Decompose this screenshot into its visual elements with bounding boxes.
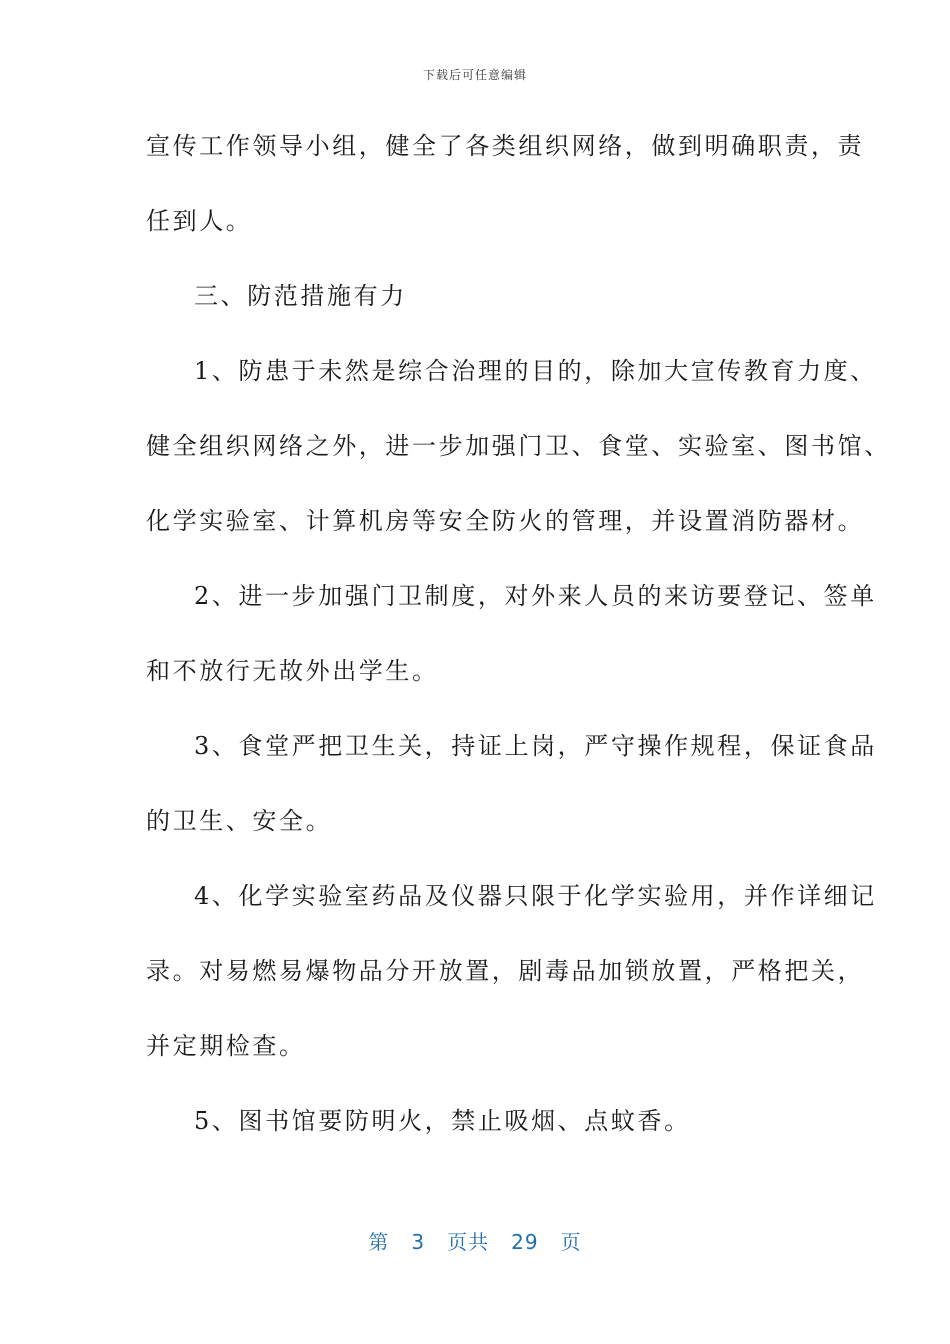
text-line: 并定期检查。 [146, 1032, 306, 1060]
text-line: 录。对易燃易爆物品分开放置，剧毒品加锁放置，严格把关， [146, 957, 865, 985]
footer-suffix: 页 [560, 1230, 582, 1254]
text-line: 任到人。 [146, 207, 253, 235]
page-number-footer [0, 1226, 950, 1255]
document-body [146, 124, 891, 1174]
section-heading: 三、防范措施有力 [194, 282, 407, 310]
footer-prefix: 第 [368, 1230, 390, 1254]
footer-current-page: 3 [411, 1230, 426, 1254]
footer-total-pages: 29 [511, 1230, 539, 1254]
text-line: 4、化学实验室药品及仪器只限于化学实验用，并作详细记 [194, 882, 877, 910]
text-line: 2、进一步加强门卫制度，对外来人员的来访要登记、签单 [194, 582, 877, 610]
text-line: 5、图书馆要防明火，禁止吸烟、点蚊香。 [194, 1107, 691, 1135]
text-line: 的卫生、安全。 [146, 807, 333, 835]
text-line: 健全组织网络之外，进一步加强门卫、食堂、实验室、图书馆、 [146, 432, 891, 460]
text-line: 1、防患于未然是综合治理的目的，除加大宣传教育力度、 [194, 357, 877, 385]
text-line: 宣传工作领导小组，健全了各类组织网络，做到明确职责，责 [146, 132, 865, 160]
text-line: 化学实验室、计算机房等安全防火的管理，并设置消防器材。 [146, 507, 865, 535]
footer-middle: 页共 [447, 1230, 490, 1254]
text-line: 3、食堂严把卫生关，持证上岗，严守操作规程，保证食品 [194, 732, 877, 760]
text-line: 和不放行无故外出学生。 [146, 657, 439, 685]
page-header-note: 下载后可任意编辑 [422, 68, 527, 82]
